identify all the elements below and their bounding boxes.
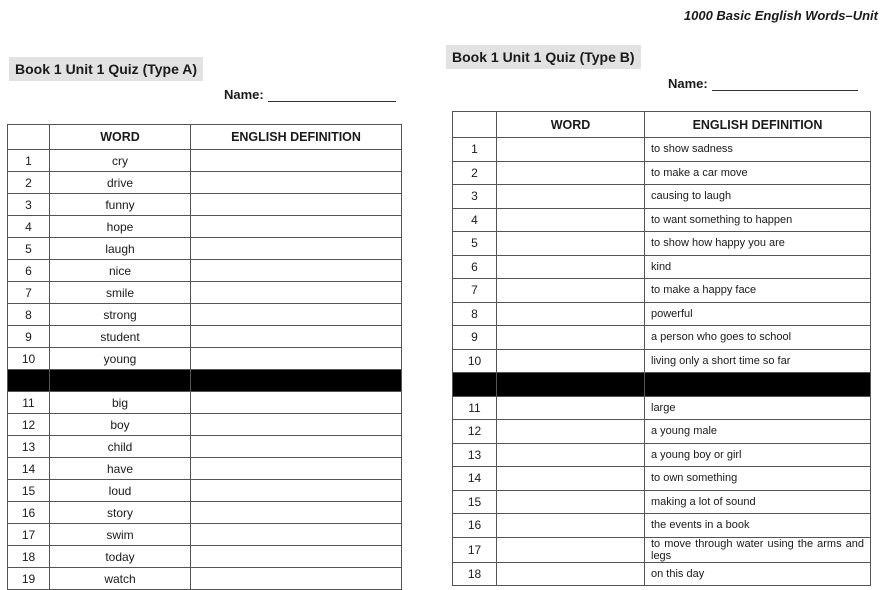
column-header-word: WORD — [50, 125, 191, 150]
row-number: 1 — [8, 150, 50, 172]
row-definition-answer-field[interactable] — [191, 282, 402, 304]
row-word: funny — [50, 194, 191, 216]
row-definition: to make a happy face — [645, 279, 871, 303]
row-definition: causing to laugh — [645, 185, 871, 209]
row-word-answer-field[interactable] — [497, 443, 645, 467]
row-number: 8 — [8, 304, 50, 326]
row-word: drive — [50, 172, 191, 194]
row-number: 14 — [453, 467, 497, 491]
quiz-b-title: Book 1 Unit 1 Quiz (Type B) — [446, 45, 641, 69]
column-header-definition: ENGLISH DEFINITION — [191, 125, 402, 150]
table-row — [8, 150, 402, 172]
row-number: 18 — [8, 546, 50, 568]
table-header-row — [453, 112, 871, 138]
quiz-a-name-field[interactable] — [268, 87, 396, 102]
table-row — [8, 392, 402, 414]
table-row — [8, 216, 402, 238]
row-definition: to show how happy you are — [645, 232, 871, 256]
row-word: nice — [50, 260, 191, 282]
row-word: laugh — [50, 238, 191, 260]
row-number: 10 — [453, 349, 497, 373]
quiz-a-name-line — [224, 87, 396, 102]
row-word-answer-field[interactable] — [497, 185, 645, 209]
row-word-answer-field[interactable] — [497, 232, 645, 256]
row-word-answer-field[interactable] — [497, 514, 645, 538]
row-number: 17 — [8, 524, 50, 546]
row-number: 16 — [8, 502, 50, 524]
table-row — [8, 502, 402, 524]
row-word: hope — [50, 216, 191, 238]
row-number: 5 — [453, 232, 497, 256]
row-number: 5 — [8, 238, 50, 260]
divider-cell — [50, 370, 191, 392]
quiz-b-name-line — [668, 76, 858, 91]
row-number: 4 — [453, 208, 497, 232]
row-word: swim — [50, 524, 191, 546]
row-word-answer-field[interactable] — [497, 326, 645, 350]
row-word: loud — [50, 480, 191, 502]
row-word: today — [50, 546, 191, 568]
table-row — [453, 326, 871, 350]
row-number: 8 — [453, 302, 497, 326]
row-word: story — [50, 502, 191, 524]
row-number: 1 — [453, 138, 497, 162]
table-row — [8, 546, 402, 568]
column-header-definition: ENGLISH DEFINITION — [645, 112, 871, 138]
table-row — [453, 185, 871, 209]
row-word: watch — [50, 568, 191, 590]
row-number: 11 — [453, 396, 497, 420]
table-row — [8, 458, 402, 480]
table-row — [453, 443, 871, 467]
row-definition: to want something to happen — [645, 208, 871, 232]
row-word: smile — [50, 282, 191, 304]
row-word: strong — [50, 304, 191, 326]
row-word-answer-field[interactable] — [497, 208, 645, 232]
row-number: 13 — [453, 443, 497, 467]
row-definition-answer-field[interactable] — [191, 348, 402, 370]
table-row — [453, 208, 871, 232]
row-definition: to own something — [645, 467, 871, 491]
table-row — [8, 480, 402, 502]
row-definition: a young boy or girl — [645, 443, 871, 467]
row-definition-answer-field[interactable] — [191, 436, 402, 458]
row-number: 17 — [453, 537, 497, 562]
table-row — [453, 420, 871, 444]
row-definition-answer-field[interactable] — [191, 568, 402, 590]
row-word: cry — [50, 150, 191, 172]
row-word-answer-field[interactable] — [497, 138, 645, 162]
row-definition-answer-field[interactable] — [191, 458, 402, 480]
row-word-answer-field[interactable] — [497, 420, 645, 444]
table-row — [453, 396, 871, 420]
row-definition-answer-field[interactable] — [191, 502, 402, 524]
row-word-answer-field[interactable] — [497, 161, 645, 185]
table-row — [453, 537, 871, 562]
row-definition-answer-field[interactable] — [191, 546, 402, 568]
divider-cell — [497, 373, 645, 397]
row-definition-answer-field[interactable] — [191, 216, 402, 238]
row-definition: making a lot of sound — [645, 490, 871, 514]
table-row — [8, 282, 402, 304]
table-row — [453, 161, 871, 185]
table-row — [8, 172, 402, 194]
row-word-answer-field[interactable] — [497, 302, 645, 326]
row-definition-answer-field[interactable] — [191, 172, 402, 194]
row-definition-answer-field[interactable] — [191, 326, 402, 348]
row-number: 12 — [8, 414, 50, 436]
row-definition: the events in a book — [645, 514, 871, 538]
row-number: 7 — [8, 282, 50, 304]
row-number: 10 — [8, 348, 50, 370]
row-definition: to move through water using the arms and legs — [645, 537, 871, 562]
table-row — [8, 348, 402, 370]
row-definition: to show sadness — [645, 138, 871, 162]
row-word-answer-field[interactable] — [497, 255, 645, 279]
row-number: 13 — [8, 436, 50, 458]
row-number: 11 — [8, 392, 50, 414]
row-definition: kind — [645, 255, 871, 279]
row-number: 7 — [453, 279, 497, 303]
table-row — [453, 562, 871, 586]
row-number: 9 — [453, 326, 497, 350]
row-number: 12 — [453, 420, 497, 444]
row-word-answer-field[interactable] — [497, 490, 645, 514]
table-row — [8, 524, 402, 546]
table-row — [8, 568, 402, 590]
row-number: 18 — [453, 562, 497, 586]
row-word: boy — [50, 414, 191, 436]
section-divider-row — [8, 370, 402, 392]
row-definition-answer-field[interactable] — [191, 304, 402, 326]
row-definition-answer-field[interactable] — [191, 392, 402, 414]
row-word-answer-field[interactable] — [497, 562, 645, 586]
table-row — [453, 232, 871, 256]
divider-cell — [191, 370, 402, 392]
table-row — [453, 349, 871, 373]
row-definition: living only a short time so far — [645, 349, 871, 373]
row-number: 19 — [8, 568, 50, 590]
table-row — [8, 238, 402, 260]
row-word: child — [50, 436, 191, 458]
quiz-b-table — [452, 111, 871, 586]
divider-cell — [453, 373, 497, 397]
table-row — [8, 414, 402, 436]
section-divider-row — [453, 373, 871, 397]
quiz-b-name-field[interactable] — [712, 76, 858, 91]
row-definition-answer-field[interactable] — [191, 238, 402, 260]
quiz-b-name-label: Name: — [668, 76, 708, 91]
row-word: big — [50, 392, 191, 414]
row-number: 3 — [8, 194, 50, 216]
table-header-row — [8, 125, 402, 150]
row-number: 15 — [453, 490, 497, 514]
table-row — [453, 255, 871, 279]
row-definition: a person who goes to school — [645, 326, 871, 350]
row-number: 2 — [453, 161, 497, 185]
document-header-title: 1000 Basic English Words–Unit — [683, 8, 878, 23]
quiz-a-title: Book 1 Unit 1 Quiz (Type A) — [9, 57, 203, 81]
row-word-answer-field[interactable] — [497, 537, 645, 562]
table-row — [453, 514, 871, 538]
row-word-answer-field[interactable] — [497, 467, 645, 491]
row-word-answer-field[interactable] — [497, 279, 645, 303]
row-definition-answer-field[interactable] — [191, 260, 402, 282]
row-definition: a young male — [645, 420, 871, 444]
row-definition-answer-field[interactable] — [191, 414, 402, 436]
row-word: have — [50, 458, 191, 480]
table-row — [8, 304, 402, 326]
quiz-a-table — [7, 124, 402, 590]
row-word: student — [50, 326, 191, 348]
row-number: 3 — [453, 185, 497, 209]
row-number: 6 — [453, 255, 497, 279]
column-header-word: WORD — [497, 112, 645, 138]
row-number: 2 — [8, 172, 50, 194]
row-number: 16 — [453, 514, 497, 538]
row-number: 14 — [8, 458, 50, 480]
row-word: young — [50, 348, 191, 370]
row-definition: large — [645, 396, 871, 420]
table-row — [8, 326, 402, 348]
row-number: 6 — [8, 260, 50, 282]
row-word-answer-field[interactable] — [497, 396, 645, 420]
row-definition-answer-field[interactable] — [191, 150, 402, 172]
row-definition: powerful — [645, 302, 871, 326]
column-header-number — [453, 112, 497, 138]
table-row — [8, 194, 402, 216]
table-row — [453, 138, 871, 162]
row-definition-answer-field[interactable] — [191, 480, 402, 502]
row-definition: to make a car move — [645, 161, 871, 185]
row-definition-answer-field[interactable] — [191, 194, 402, 216]
row-definition-answer-field[interactable] — [191, 524, 402, 546]
row-definition: on this day — [645, 562, 871, 586]
divider-cell — [8, 370, 50, 392]
row-word-answer-field[interactable] — [497, 349, 645, 373]
quiz-a-name-label: Name: — [224, 87, 264, 102]
row-number: 9 — [8, 326, 50, 348]
table-row — [453, 467, 871, 491]
row-number: 15 — [8, 480, 50, 502]
table-row — [453, 490, 871, 514]
row-number: 4 — [8, 216, 50, 238]
table-row — [8, 436, 402, 458]
column-header-number — [8, 125, 50, 150]
table-row — [8, 260, 402, 282]
table-row — [453, 279, 871, 303]
divider-cell — [645, 373, 871, 397]
table-row — [453, 302, 871, 326]
